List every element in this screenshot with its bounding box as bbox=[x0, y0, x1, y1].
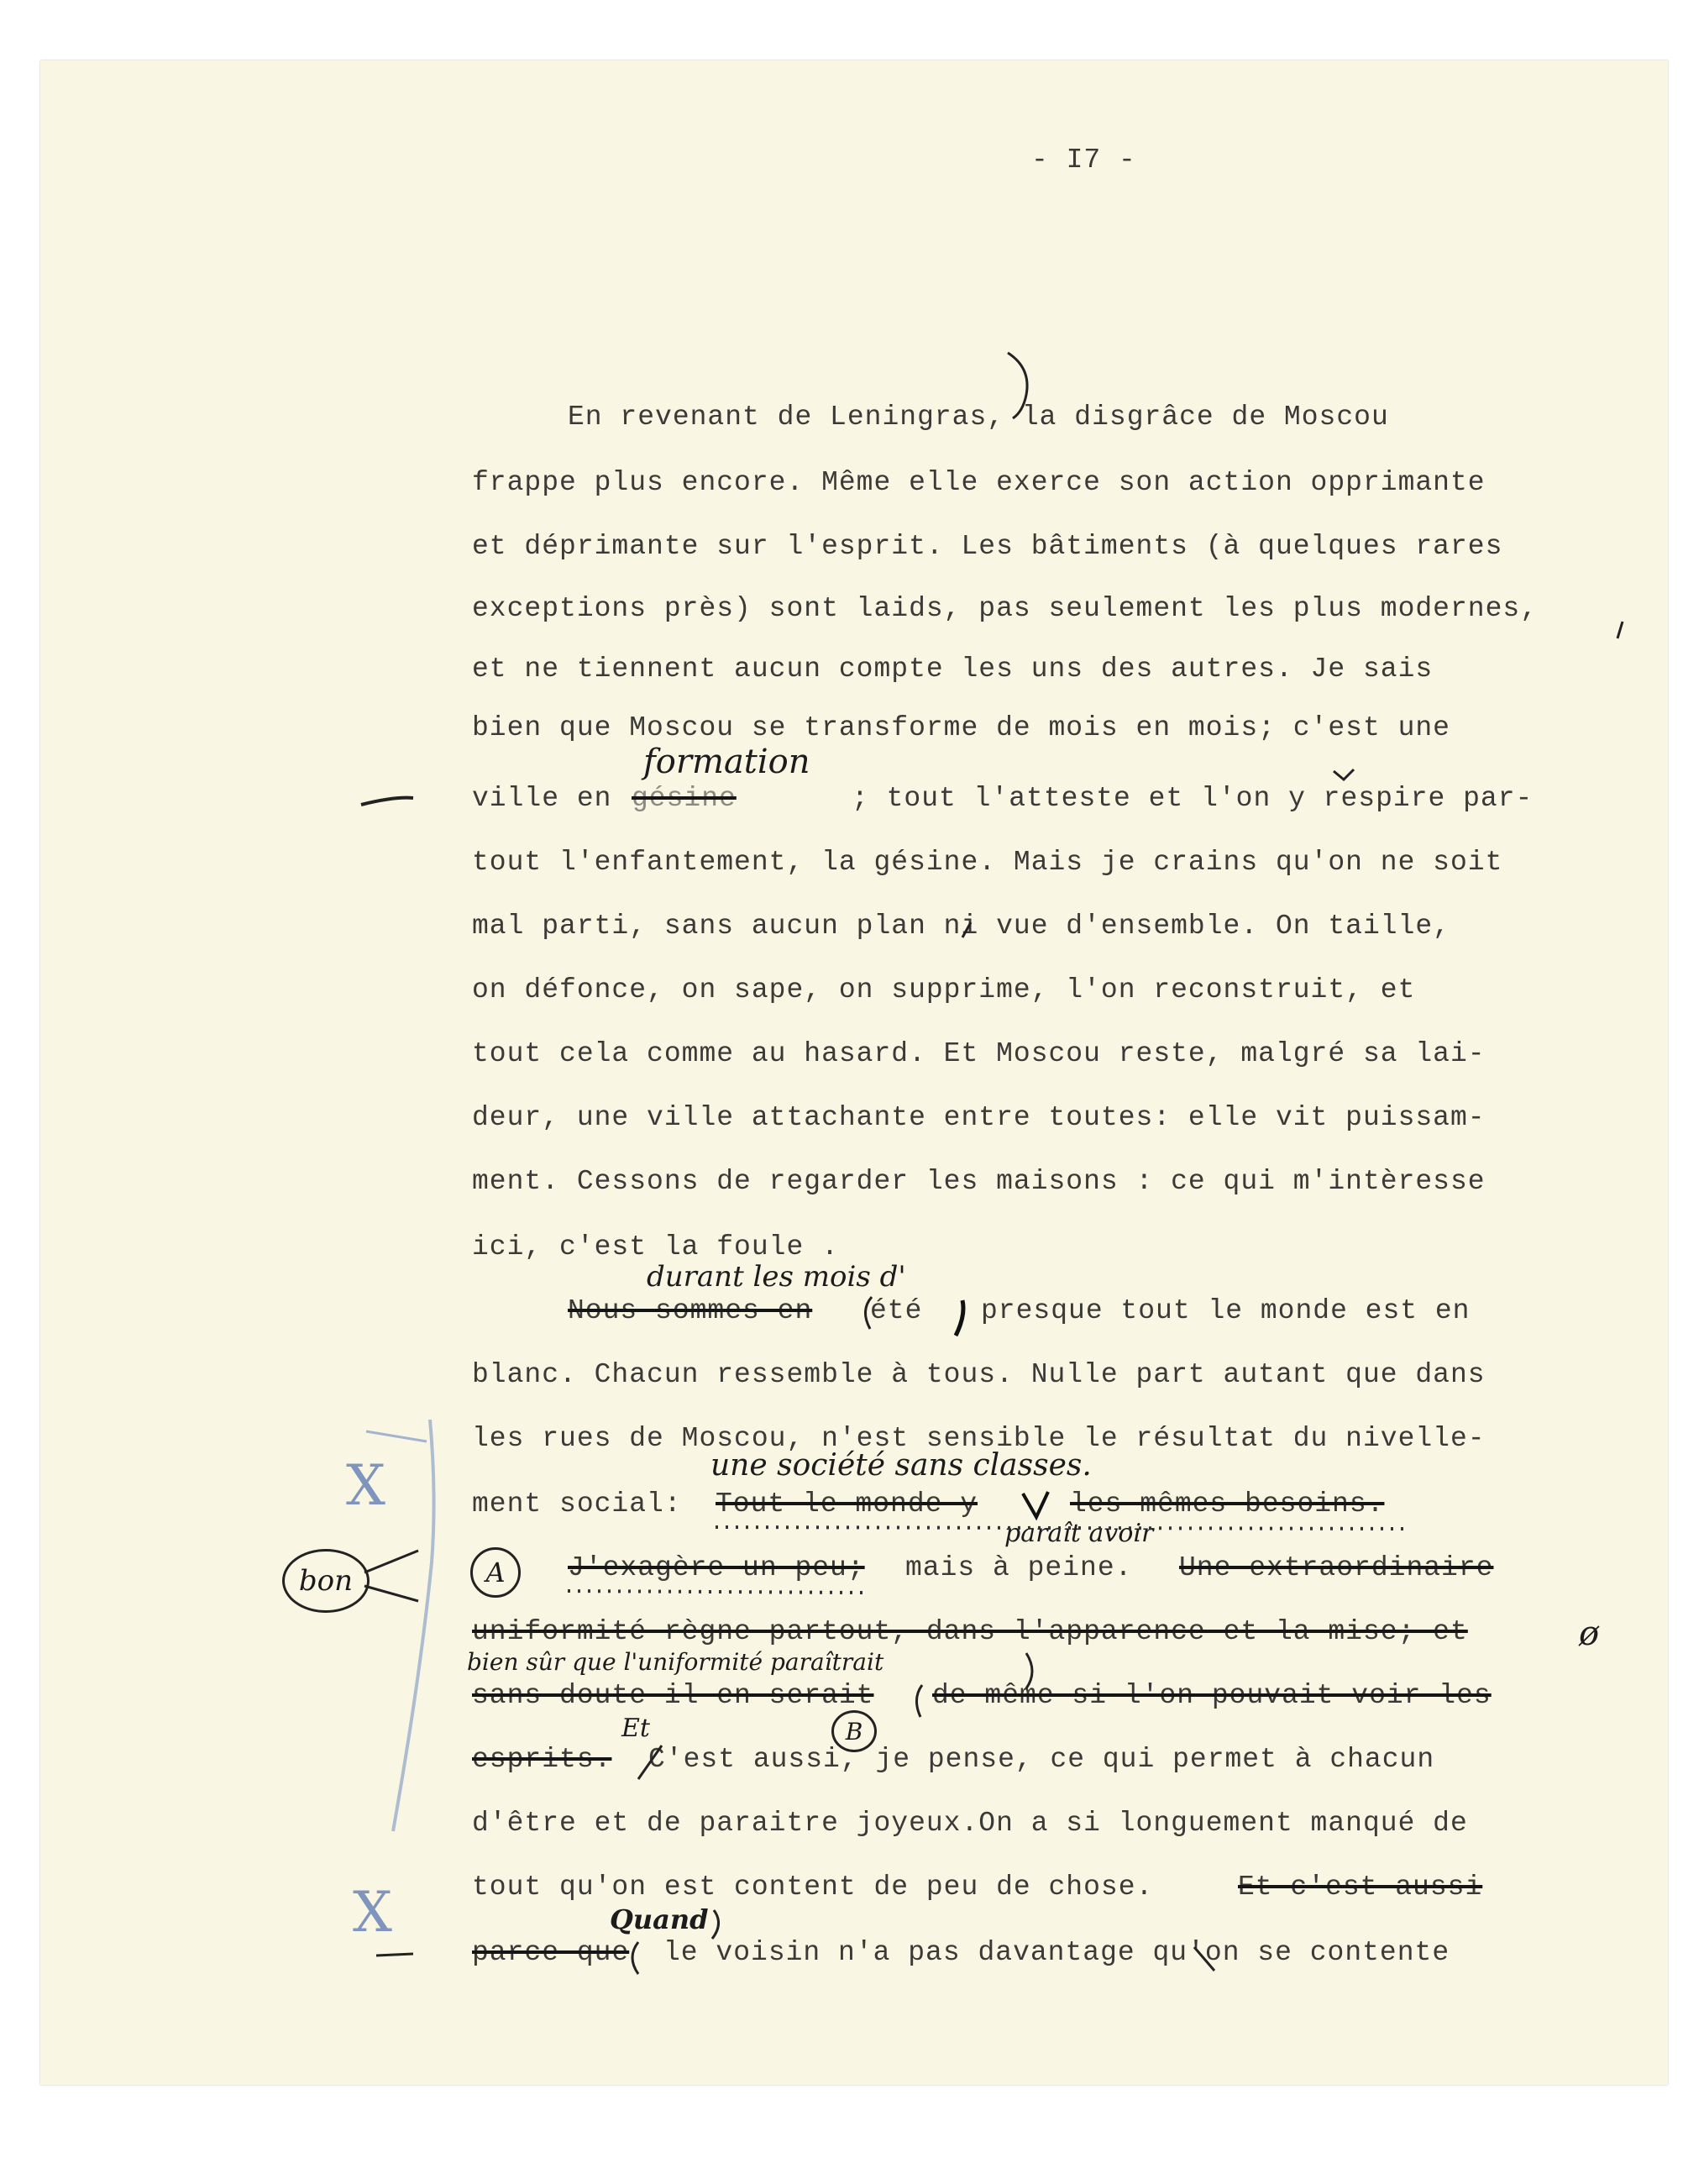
bon-label: bon bbox=[298, 1564, 354, 1598]
text-line-6: bien que Moscou se transforme de mois en mois; c'est une bbox=[472, 712, 1450, 743]
handwritten-et: Et bbox=[621, 1714, 650, 1743]
slash-mark bbox=[638, 1746, 662, 1779]
b-label: B bbox=[845, 1717, 863, 1746]
ete-paren bbox=[865, 1297, 872, 1329]
handwritten-parait-avoir: paraît avoir bbox=[1004, 1519, 1154, 1548]
paren-before-de-meme bbox=[916, 1685, 922, 1717]
stet-dots-line18 bbox=[716, 1527, 1411, 1529]
text-line-16: blanc. Chacun ressemble à tous. Nulle part autant que dans bbox=[472, 1359, 1486, 1390]
bon-pointer-up bbox=[364, 1551, 418, 1572]
text-line-18: ment social: bbox=[472, 1488, 682, 1520]
struck-et-cest-aussi: Et c'est aussi bbox=[1238, 1872, 1483, 1903]
bon-pointer-down bbox=[364, 1586, 418, 1601]
text-line-2: frappe plus encore. Même elle exerce son action opprimante bbox=[472, 467, 1486, 498]
handwritten-durant-les-mois: durant les mois d' bbox=[647, 1260, 906, 1294]
text-line-25: le voisin n'a pas davantage qu'on se contente bbox=[663, 1937, 1450, 1968]
page-number: - I7 - bbox=[1031, 144, 1136, 176]
text-line-8: tout l'enfantement, la gésine. Mais je crains qu'on ne soit bbox=[472, 847, 1503, 878]
struck-esprits: esprits. bbox=[472, 1744, 612, 1775]
text-line-5: et ne tiennent aucun compte les uns des autres. Je sais bbox=[472, 654, 1434, 685]
word-ete: été bbox=[870, 1295, 923, 1326]
quand-bracket bbox=[632, 1942, 638, 1974]
handwritten-formation: formation bbox=[643, 743, 810, 781]
struck-une-extraordinaire: Une extraordinaire bbox=[1179, 1552, 1494, 1583]
black-dash-lower bbox=[376, 1954, 413, 1956]
text-line-7-start: ville en bbox=[472, 783, 612, 814]
struck-gesine: gésine bbox=[632, 783, 737, 814]
text-line-14: ici, c'est la foule . bbox=[472, 1231, 839, 1263]
leningras-correction bbox=[1008, 353, 1027, 418]
struck-jexagere: J'exagère un peu; bbox=[568, 1552, 865, 1583]
gloss-bracket-right bbox=[1026, 1653, 1032, 1688]
quand-bracket-right bbox=[712, 1910, 719, 1939]
text-line-22: C'est aussi, je pense, ce qui permet à chacun bbox=[648, 1744, 1435, 1775]
text-line-15: presque tout le monde est en bbox=[981, 1295, 1471, 1326]
struck-parce-que: parce que bbox=[472, 1937, 630, 1968]
text-line-4: exceptions près) sont laids, pas seulement les plus modernes, bbox=[472, 593, 1538, 624]
text-line-13: ment. Cessons de regarder les maisons : ce qui m'intèresse bbox=[472, 1166, 1486, 1197]
ete-bracket bbox=[956, 1300, 963, 1336]
caret-insert bbox=[1023, 1492, 1048, 1517]
stet-dots-line19 bbox=[568, 1591, 865, 1593]
blue-vertical-line bbox=[393, 1420, 434, 1831]
handwritten-phi: ø bbox=[1579, 1614, 1600, 1653]
struck-uniformite: uniformité règne partout, dans l'apparence et la mise; et bbox=[472, 1616, 1468, 1647]
text-line-10: on défonce, on sape, on supprime, l'on reconstruit, et bbox=[472, 974, 1416, 1005]
text-line-7: ; tout l'atteste et l'on y respire par- bbox=[852, 783, 1534, 814]
plan-ni-tick bbox=[962, 922, 971, 937]
struck-nous-sommes-en: Nous sommes en bbox=[568, 1295, 813, 1326]
struck-sans-doute: sans doute il en serait bbox=[472, 1680, 874, 1711]
margin-dash bbox=[361, 798, 413, 805]
text-line-11: tout cela comme au hasard. Et Moscou reste, malgré sa lai- bbox=[472, 1038, 1486, 1069]
struck-tout-le-monde: Tout le monde y bbox=[716, 1488, 978, 1520]
handwritten-quand: Quand bbox=[610, 1903, 709, 1935]
margin-comma bbox=[1617, 622, 1623, 638]
text-line-23: d'être et de paraitre joyeux.On a si longuement manqué de bbox=[472, 1808, 1468, 1839]
qu-correction bbox=[1194, 1947, 1214, 1971]
handwritten-bien-sur: bien sûr que l'uniformité paraîtrait bbox=[467, 1648, 884, 1676]
text-line-9: mal parti, sans aucun plan ni vue d'ensemble. On taille, bbox=[472, 911, 1450, 942]
struck-de-meme: de même si l'on pouvait voir les bbox=[932, 1680, 1492, 1711]
blue-x-mark-lower: X bbox=[353, 1880, 392, 1945]
text-line-12: deur, une ville attachante entre toutes: elle vit puissam- bbox=[472, 1102, 1486, 1133]
text-line-19: mais à peine. bbox=[905, 1552, 1133, 1583]
text-line-24: tout qu'on est content de peu de chose. bbox=[472, 1872, 1154, 1903]
text-line-3: et déprimante sur l'esprit. Les bâtiments (à quelques rares bbox=[472, 531, 1503, 562]
struck-les-memes-besoins: les mêmes besoins. bbox=[1070, 1488, 1385, 1520]
text-line-1: En revenant de Leningras, la disgrâce de Moscou bbox=[568, 402, 1389, 433]
y-correction bbox=[1334, 769, 1354, 780]
blue-x-mark-upper: X bbox=[346, 1453, 385, 1518]
text-line-17: les rues de Moscou, n'est sensible le résultat du nivelle- bbox=[472, 1423, 1486, 1454]
blue-dash-upper bbox=[366, 1431, 427, 1441]
handwritten-societe-sans-classes: une société sans classes. bbox=[710, 1448, 1092, 1483]
a-label: A bbox=[485, 1557, 506, 1588]
